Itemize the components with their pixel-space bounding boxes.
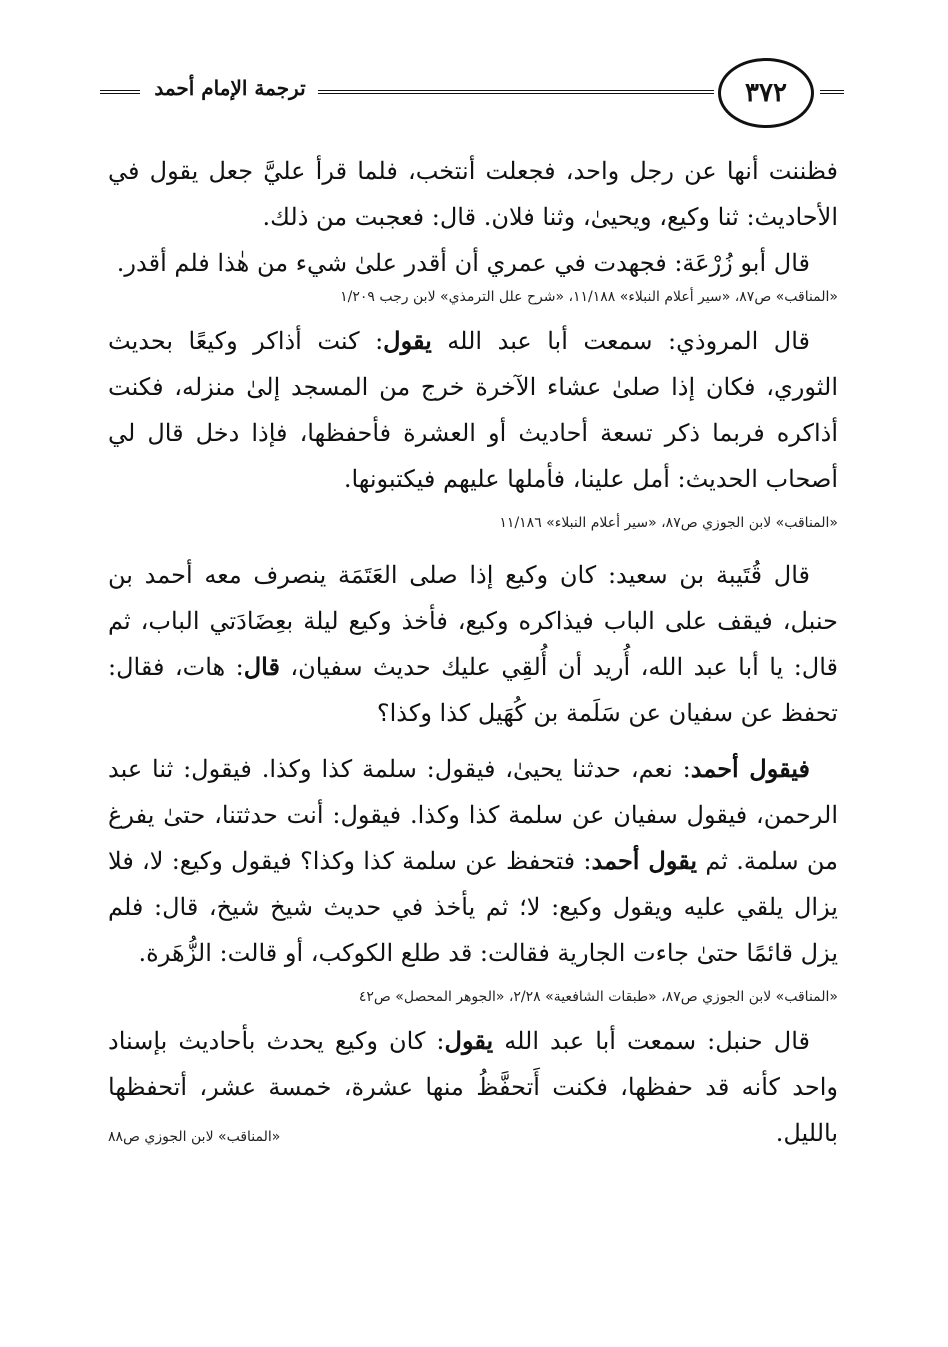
paragraph-5-bold-c: يقول أحمد [591,846,698,875]
paragraph-5-text-d: : فتحفظ عن سلمة كذا وكذا؟ فيقول وكيع: لا، فلا يزال يلقي عليه ويقول وكيع: لا؛ ثم يأخذ في حديث شيخ شيخ، قال: فلم يزل قائمًا حتىٰ جاءت الجارية فقالت: قد طلع الكوكب، أو قالت: الزُّهَرة. [108,847,838,967]
spacer [108,308,838,318]
spacer [108,534,838,552]
paragraph-3-bold: يقول [383,326,432,355]
paragraph-5-bold-a: فيقول أحمد [690,754,810,783]
spacer [108,736,838,746]
paragraph-6-text-a: قال حنبل: سمعت أبا عبد الله [493,1027,811,1055]
paragraph-3 [108,318,838,502]
paragraph-5-text-b: : نعم، حدثنا يحيىٰ، فيقول: سلمة كذا وكذا. فيقول: ثنا عبد الرحمن، فيقول سفيان عن سلمة كذا وكذا. فيقول: أنت حدثتنا، حتىٰ يفرغ من سلمة. ثم [108,755,839,875]
header-rule-right [820,90,844,94]
paragraph-5 [108,746,838,976]
spacer [108,1008,838,1018]
source-citation-3: «المناقب» لابن الجوزي ص٨٧، «طبقات الشافعية» ٢/٢٨، «الجوهر المحصل» ص٤٢ [358,989,838,1005]
paragraph-4-text-c: : هات، فقال: تحفظ عن سفيان عن سَلَمة بن كُهَيل كذا وكذا؟ [108,653,838,727]
header-rule-middle [318,90,714,94]
paragraph-3-text-a: قال المروذي: سمعت أبا عبد الله [431,327,810,355]
paragraph-6-bold: يقول [444,1026,494,1055]
spacer [108,502,838,512]
paragraph-4 [108,552,838,736]
paragraph-4-bold: قال [243,652,280,681]
paragraph-2: قال أبو زُرْعَة: فجهدت في عمري أن أقدر علىٰ شيء من هٰذا فلم أقدر. [116,249,810,277]
page-header [100,58,840,138]
page-number-badge: ٣٧٢ [718,58,814,128]
running-title: ترجمة الإمام أحمد [154,76,306,100]
paragraph-1: فظننت أنها عن رجل واحد، فجعلت أنتخب، فلما قرأ عليَّ جعل يقول في الأحاديث: ثنا وكيع، ويحيىٰ، وثنا فلان. قال: فعجبت من ذلك. [108,157,838,231]
source-citation-4: «المناقب» لابن الجوزي ص٨٨ [108,1129,281,1145]
page-body [108,148,838,1148]
source-citation-1: «المناقب» ص٨٧، «سير أعلام النبلاء» ١١/١٨٨، «شرح علل الترمذي» لابن رجب ١/٢٠٩ [340,289,838,305]
paragraph-4-text-a: قال قُتَيبة بن سعيد: كان وكيع إذا صلى العَتَمَة ينصرف معه أحمد بن حنبل، فيقف على الباب فيذاكره وكيع، فأخذ وكيع ليلة بعِضَادَتي الباب، ثم قال: يا أبا عبد الله، أُريد أن أُلقِي عليك حديث سفيان، [108,561,839,681]
spacer [108,976,838,986]
paragraph-6-text-c: : كان وكيع يحدث بأحاديث بإسناد واحد كأنه قد حفظها، فكنت أَتحفَّظُ منها عشرة، خمسة عشر، أتحفظها بالليل. [108,1027,838,1147]
paragraph-3-text-c: : كنت أذاكر وكيعًا بحديث الثوري، فكان إذا صلىٰ عشاء الآخرة خرج من المسجد إلىٰ منزله، فكنت أذاكره فربما ذكر تسعة أحاديث أو العشرة فأحفظها، فإذا دخل قال لي أصحاب الحديث: أمل علينا، فأملها عليهم فيكتبونها. [108,327,838,493]
source-citation-2: «المناقب» لابن الجوزي ص٨٧، «سير أعلام النبلاء» ١١/١٨٦ [499,515,838,531]
header-rule-left [100,90,140,94]
